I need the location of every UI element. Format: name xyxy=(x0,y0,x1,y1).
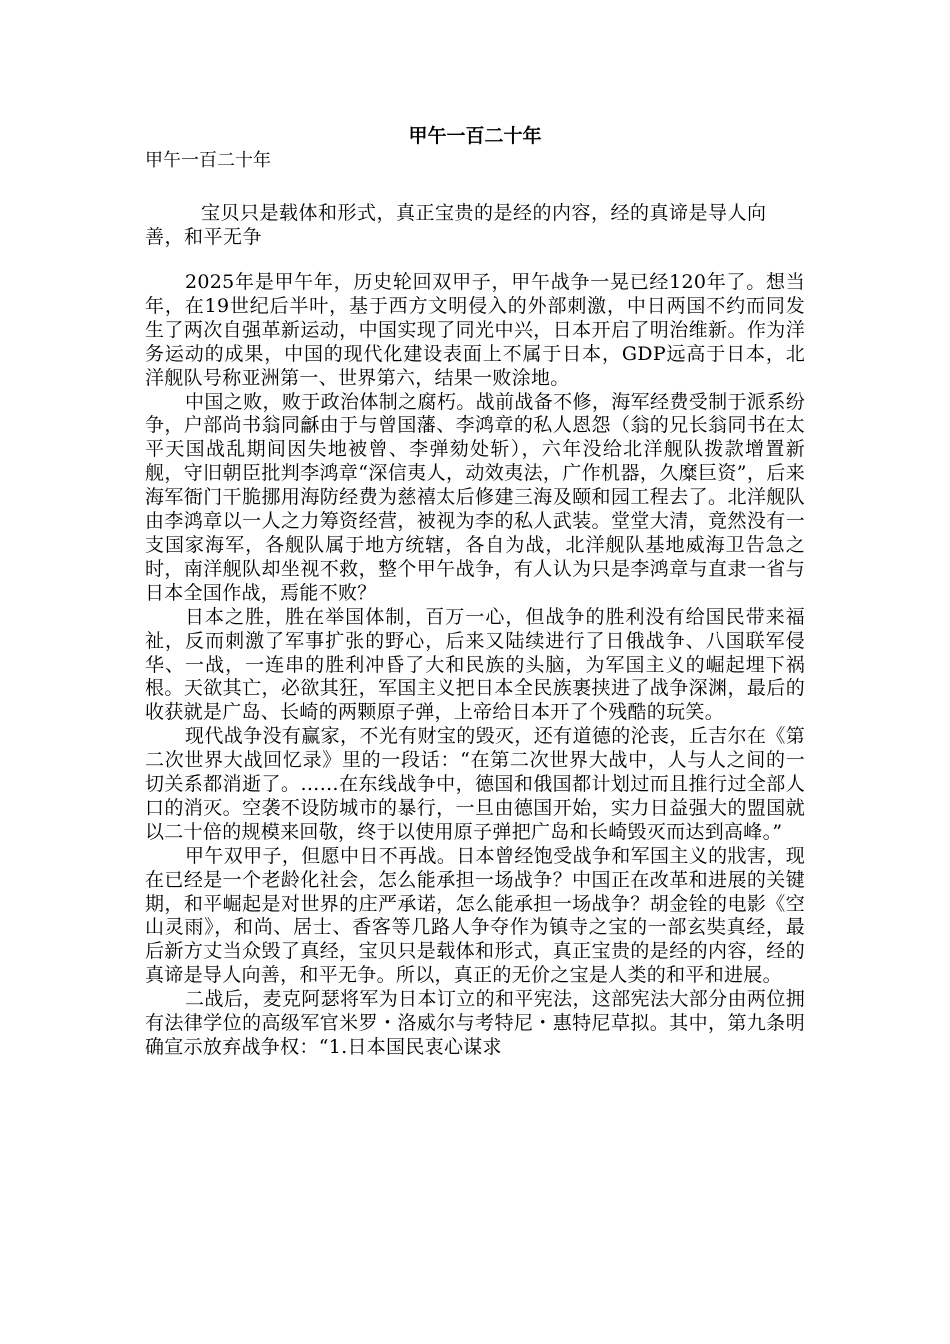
document-body xyxy=(145,271,805,1060)
body-paragraph: 日本之胜，胜在举国体制，百万一心，但战争的胜利没有给国民带来福祉，反而刺激了军事扩张的野心，后来又陆续进行了日俄战争、八国联军侵华、一战，一连串的胜利冲昏了大和民族的头脑，为军国主义的崛起埋下祸根。天欲其亡，必欲其狂，军国主义把日本全民族裹挟进了战争深渊，最后的收获就是广岛、长崎的两颗原子弹，上帝给日本开了个残酷的玩笑。 xyxy=(145,605,805,724)
epigraph: 宝贝只是载体和形式，真正宝贵的是经的内容，经的真谛是导人向善，和平无争 xyxy=(145,202,767,248)
body-paragraph: 中国之败，败于政治体制之腐朽。战前战备不修，海军经费受制于派系纷争，户部尚书翁同龢由于与曾国藩、李鸿章的私人恩怨（翁的兄长翁同书在太平天国战乱期间因失地被曾、李弹劾处斩），六年没给北洋舰队拨款增置新舰，守旧朝臣批判李鸿章“深信夷人，动效夷法，广作机器，久糜巨资”，后来海军衙门干脆挪用海防经费为慈禧太后修建三海及颐和园工程去了。北洋舰队由李鸿章以一人之力筹资经营，被视为李的私人武装。堂堂大清，竟然没有一支国家海军，各舰队属于地方统辖，各自为战，北洋舰队基地威海卫告急之时，南洋舰队却坐视不救，整个甲午战争，有人认为只是李鸿章与直隶一省与日本全国作战，焉能不败？ xyxy=(145,390,805,604)
body-paragraph: 2025年是甲午年，历史轮回双甲子，甲午战争一晃已经120年了。想当年，在19世纪后半叶，基于西方文明侵入的外部刺激，中日两国不约而同发生了两次自强革新运动，中国实现了同光中兴，日本开启了明治维新。作为洋务运动的成果，中国的现代化建设表面上不属于日本，GDP远高于日本，北洋舰队号称亚洲第一、世界第六，结果一败涂地。 xyxy=(145,271,805,389)
document-title: 甲午一百二十年 xyxy=(408,125,542,147)
body-paragraph: 甲午双甲子，但愿中日不再战。日本曾经饱受战争和军国主义的戕害，现在已经是一个老龄化社会，怎么能承担一场战争？中国正在改革和进展的关键期，和平崛起是对世界的庄严承诺，怎么能承担一场战争？胡金铨的电影《空山灵雨》，和尚、居士、香客等几路人争夺作为镇寺之宝的一部玄奘真经，最后新方丈当众毁了真经，宝贝只是载体和形式，真正宝贵的是经的内容，经的真谛是导人向善，和平无争。所以，真正的无价之宝是人类的和平和进展。 xyxy=(145,844,805,987)
body-paragraph: 二战后，麦克阿瑟将军为日本订立的和平宪法，这部宪法大部分由两位拥有法律学位的高级军官米罗・洛威尔与考特尼・惠特尼草拟。其中，第九条明确宣示放弃战争权：“1.日本国民衷心谋求 xyxy=(145,988,805,1058)
body-paragraph: 现代战争没有赢家，不光有财宝的毁灭，还有道德的沦丧，丘吉尔在《第二次世界大战回忆录》里的一段话：“在第二次世界大战中，人与人之间的一切关系都消逝了。……在东线战争中，德国和俄国都计划过而且推行过全部人口的消灭。空袭不设防城市的暴行，一旦由德国开始，实力日益强大的盟国就以二十倍的规模来回敬，终于以使用原子弹把广岛和长崎毁灭而达到高峰。” xyxy=(145,725,805,843)
document-subtitle: 甲午一百二十年 xyxy=(145,150,271,171)
